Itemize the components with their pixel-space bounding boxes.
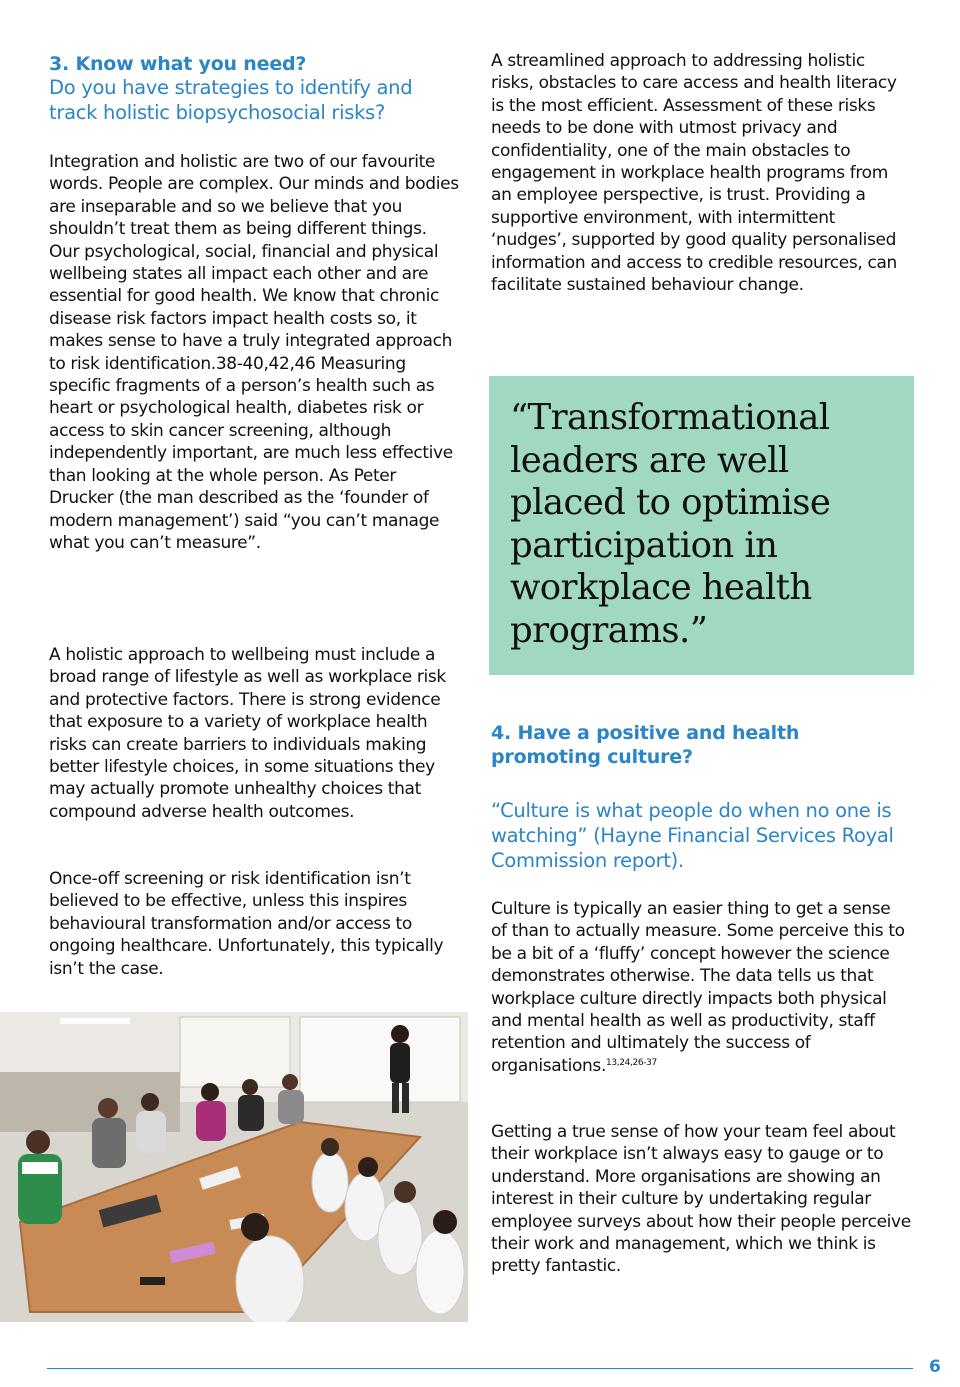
section-3-heading: 3. Know what you need? xyxy=(49,53,307,75)
footer-divider xyxy=(47,1368,913,1369)
page-number: 6 xyxy=(929,1357,941,1377)
section-4-paragraph-1 xyxy=(491,898,911,1077)
section-3-subheading: Do you have strategies to identify and track holistic biopsychosocial risks? xyxy=(49,76,413,124)
section-3-paragraph-4: A streamlined approach to addressing holistic risks, obstacles to care access and health literacy is the most efficient. Assessment of these risks needs to be done with utmost privacy and confidentiality, one of the main obstacles to engagement in workplace health programs from an employee perspective, is trust. Providing a supportive environment, with intermittent ‘nudges’, supported by good quality personalised information and access to credible resources, can facilitate sustained behaviour change. xyxy=(491,51,897,296)
section-4-paragraph-1-text: Culture is typically an easier thing to get a sense of than to actually measure. Some perceive this to be a bit of a ‘fluffy’ concept however the science demonstrates otherwise. The data tells us that workplace culture directly impacts both physical and mental health as well as productivity, staff retention and ultimately the success of organisations. xyxy=(491,899,905,1076)
section-3-paragraph-3: Once-off screening or risk identification isn’t believed to be effective, unless this inspires behavioural transformation and/or access to ongoing healthcare. Unfortunately, this typically isn’t the case. xyxy=(49,869,444,979)
section-4-subheading: “Culture is what people do when no one is watching” (Hayne Financial Services Royal Commission report). xyxy=(491,799,894,872)
section-4-paragraph-2: Getting a true sense of how your team feel about their workplace isn’t always easy to gauge or to understand. More organisations are showing an interest in their culture by undertaking regular employee surveys about how their people perceive their work and management, which we think is pretty fantastic. xyxy=(491,1122,911,1277)
pull-quote-box xyxy=(489,376,914,675)
meeting-room-photo xyxy=(0,1012,468,1322)
section-3-paragraph-1: Integration and holistic are two of our favourite words. People are complex. Our minds and bodies are inseparable and so we believe that you shouldn’t treat them as being different things. Our psychological, social, financial and physical wellbeing states all impact each other and are essential for good health. We know that chronic disease risk factors impact health costs so, it makes sense to have a truly integrated approach to risk identification.38-40,42,46 Measuring specific fragments of a person’s health such as heart or psychological health, diabetes risk or access to skin cancer screening, although independently important, are much less effective than looking at the whole person. As Peter Drucker (the man described as the ‘founder of modern management’) said “you can’t manage what you can’t measure”. xyxy=(49,152,459,553)
section-4-heading: 4. Have a positive and health promoting culture? xyxy=(491,722,800,768)
pull-quote-text: “Transformational leaders are well placed to optimise participation in workplace health programs.” xyxy=(510,397,831,651)
section-3-paragraph-2: A holistic approach to wellbeing must include a broad range of lifestyle as well as workplace risk and protective factors. There is strong evidence that exposure to a variety of workplace health risks can create barriers to individuals making better lifestyle choices, in some situations they may actually promote unhealthy choices that compound adverse health outcomes. xyxy=(49,645,446,822)
section-4-reference: 13,24,26-37 xyxy=(606,1057,657,1068)
